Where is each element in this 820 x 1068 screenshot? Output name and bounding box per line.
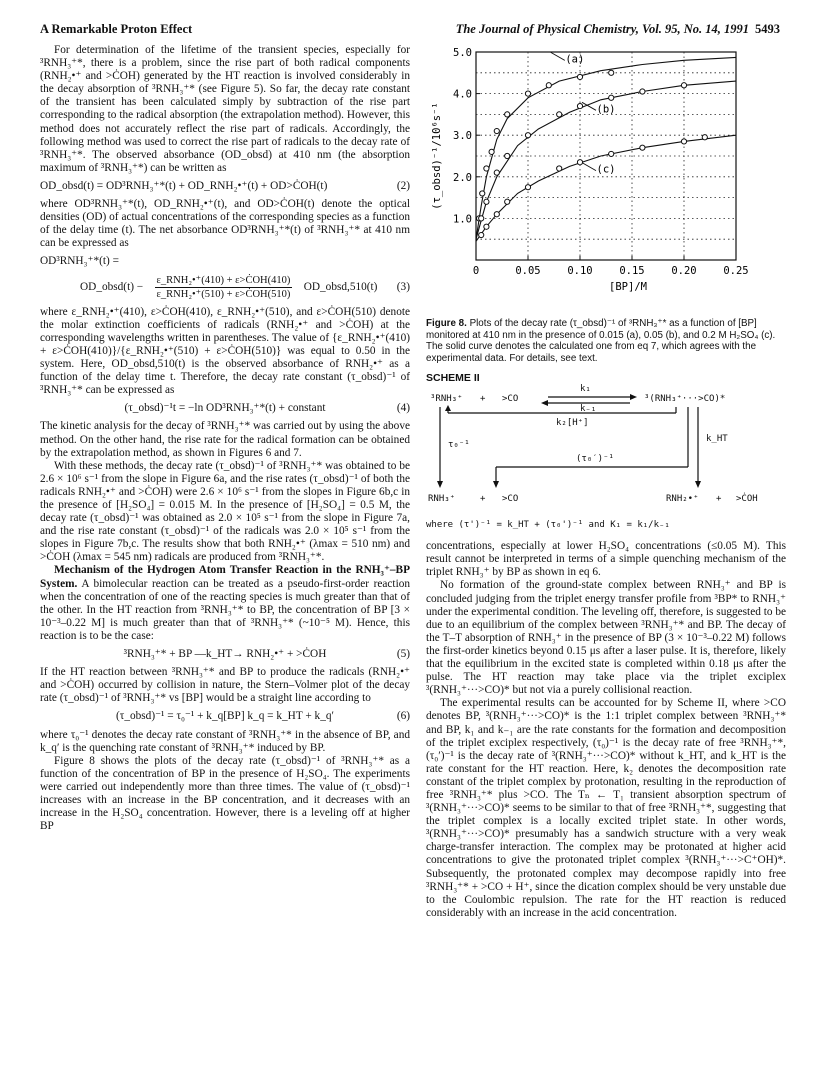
figure-8-caption	[426, 318, 786, 364]
scheme-plus: +	[480, 394, 486, 405]
equation-number: (4)	[396, 402, 410, 415]
paragraph: Figure 8 shows the plots of the decay rate (τ_obsd)⁻¹ of ³RNH₃⁺* as a function of the concentration of BP in the presence of H₂SO₄. The experiments were carried out independently more than three times. The value of (τ_obsd)⁻¹ increases with an increase in the BP concentration, and it decreases with an increase in the H₂SO₄ concentration. However, there is a leveling off at higher BP	[40, 754, 410, 833]
equation-3-lhs	[40, 255, 410, 268]
scheme-product-co: >CO	[502, 494, 519, 505]
scheme-k1: k₁	[580, 384, 591, 395]
paragraph: concentrations, especially at lower H₂SO₄ concentrations (≤0.05 M). This result cannot be interpreted in terms of a simple quenching mechanism of the triplet RNH₃⁺ by BP as shown in eq 6.	[426, 540, 786, 579]
data-point	[702, 135, 707, 140]
scheme-k-1: k₋₁	[580, 404, 597, 415]
data-point	[484, 224, 489, 229]
scheme-where-line: where (τ')⁻¹ = k_HT + (τ₀')⁻¹ and K₁ = k₁/k₋₁	[426, 520, 670, 531]
scheme-product-rnh2: RNH₂•⁺	[666, 494, 699, 505]
arrowhead	[630, 394, 637, 400]
data-point	[494, 128, 499, 133]
data-point	[546, 83, 551, 88]
equation-5	[40, 648, 410, 661]
y-tick-label: 4.0	[453, 88, 472, 101]
equation-right: OD_obsd,510(t)	[303, 280, 378, 293]
journal-name: The Journal of Physical Chemistry, Vol. 95, No. 14, 1991	[455, 22, 749, 36]
data-point	[494, 170, 499, 175]
data-point	[609, 151, 614, 156]
data-point	[525, 185, 530, 190]
equation-6	[40, 710, 410, 723]
y-axis-label: (τ_obsd)⁻¹/10⁶s⁻¹	[431, 102, 443, 210]
data-point	[577, 74, 582, 79]
data-point	[577, 103, 582, 108]
paragraph: No formation of the ground-state complex between RNH₃⁺ and BP is concluded judging from the triplet energy transfer profile from ³BP* to RNH₃⁺ under the experimental condition. The leveling off, therefore, is suggested to be due to an equilibrium of the complex between ³RNH₃⁺* and BP. The decay of the T–T absorption of RNH₃⁺ in the presence of BP (3 × 10⁻³–0.22 M) follows the first-order kinetics beyond 0.15 μs after a laser pulse. It is, therefore, likely that the equilibrium in the excited state is completed within 0.18 μs after the pulse. The HT reaction may take place via the triplet exciplex ³(RNH₃⁺···>CO)* but not via a purely collisional reaction.	[426, 579, 786, 697]
paragraph-with-heading	[40, 564, 410, 643]
equation-left: OD_obsd(t) −	[80, 280, 144, 293]
x-tick-label: 0	[472, 265, 480, 277]
x-tick-label: 0.15	[619, 265, 645, 277]
series-label-pointer	[551, 52, 565, 60]
data-point	[480, 191, 485, 196]
y-tick-label: 1.0	[453, 213, 472, 226]
equation-body: (τ_obsd)⁻¹ = τ₀⁻¹ + k_q[BP] k_q = k_HT + k_q′	[116, 710, 334, 723]
scheme-product-rnh3: RNH₃⁺	[428, 494, 456, 505]
data-point	[489, 149, 494, 154]
equation-number: (2)	[396, 179, 410, 192]
series-label-pointer	[582, 163, 596, 171]
equation-body: OD³RNH₃⁺*(t) =	[40, 255, 119, 268]
paragraph-text: A bimolecular reaction can be treated as a pseudo-first-order reaction when the concentration of one of the reacting species is much greater than that of the other. In the HT reaction from ³RNH₃⁺* to BP, the concentration of BP [3 × 10⁻³–0.22 M] is much greater than that of ³RNH₃⁺* (~10⁻⁵ M). Hence, this reaction is to be the case:	[40, 577, 411, 642]
data-point	[525, 91, 530, 96]
data-point	[640, 145, 645, 150]
scheme-rnh3-triplet: ³RNH₃⁺	[430, 394, 463, 405]
scheme-plus: +	[480, 494, 486, 505]
y-tick-label: 2.0	[453, 171, 472, 184]
figure-8-plot	[426, 44, 786, 314]
scheme-kht: k_HT	[706, 434, 728, 445]
figure-8	[426, 44, 786, 314]
x-tick-label: 0.20	[671, 265, 697, 277]
equation-number: (3)	[396, 280, 410, 293]
data-point	[484, 199, 489, 204]
data-point	[557, 112, 562, 117]
data-point	[609, 95, 614, 100]
series-curve-c	[476, 135, 736, 241]
series-label: (b)	[596, 103, 616, 116]
section-heading: Mechanism of the Hydrogen Atom Transfer Reaction in the RNH₃⁺–BP System.	[40, 564, 410, 590]
series-label: (a)	[565, 53, 585, 66]
scheme-tau0p: (τ₀′)⁻¹	[576, 454, 614, 465]
caption-text: Plots of the decay rate (τ_obsd)⁻¹ of ³RNH₃⁺* as a function of [BP] monitored at 410 nm in the presence of 0.015 (a), 0.05 (b), and 0.2 M H₂SO₄ (c). The solid curve denotes the calculated one from eq 7, which agrees with the experimental data. For details, see text.	[426, 318, 776, 364]
x-tick-label: 0.05	[515, 265, 541, 277]
data-point	[505, 199, 510, 204]
fraction-numerator: ε_RNH₂•⁺(410) + ε>ĊOH(410)	[155, 274, 293, 288]
scheme-title: SCHEME II	[426, 372, 480, 384]
page-number: 5493	[755, 22, 780, 36]
equation-number: (5)	[396, 648, 410, 661]
equation-body: OD_obsd(t) = OD³RNH₃⁺*(t) + OD_RNH₂•⁺(t) + OD>ĊOH(t)	[40, 179, 328, 192]
paragraph: where ε_RNH₂•⁺(410), ε>ĊOH(410), ε_RNH₂•⁺(510), and ε>ĊOH(510) denote the molar extinction coefficients of radicals (RNH₂•⁺ and >ĊOH) at the corresponding wavelengths written in parentheses. The value of {ε_RNH₂•⁺(410) + ε>ĊOH(410)}/{ε_RNH₂•⁺(510) + ε>ĊOH(510)} was equal to 0.50 in the system. Here, OD_obsd,510(t) is the observed absorbance of RNH₂•⁺ as a function of the delay time t. Therefore, the decay rate constant (τ_obsd)⁻¹ of ³RNH₃⁺* can be expressed as	[40, 305, 410, 397]
data-point	[577, 160, 582, 165]
left-column	[40, 44, 410, 833]
arrowhead	[541, 400, 548, 406]
data-point	[494, 212, 499, 217]
caption-label: Figure 8.	[426, 318, 467, 329]
x-tick-label: 0.10	[567, 265, 593, 277]
scheme-k2: k₂[H⁺]	[556, 418, 589, 429]
data-point	[557, 166, 562, 171]
data-point	[479, 216, 484, 221]
paragraph: If the HT reaction between ³RNH₃⁺* and BP to produce the radicals (RNH₂•⁺ and >ĊOH) occurred by collision in nature, the Stern–Volmer plot of the decay rate (τ_obsd)⁻¹ of ³RNH₃⁺* vs [BP] would be a straight line according to	[40, 666, 410, 705]
paragraph: where τ₀⁻¹ denotes the decay rate constant of ³RNH₃⁺* in the absence of BP, and k_q′ is the quenching rate constant of ³RNH₃⁺* induced by BP.	[40, 728, 410, 754]
data-point	[681, 83, 686, 88]
paragraph: where OD³RNH₃⁺*(t), OD_RNH₂•⁺(t), and OD>ĊOH(t) denote the optical densities (OD) of actual concentrations of the corresponding species as a function of the delay time (t). The net absorbance OD³RNH₃⁺*(t) of ³RNH₃⁺* at 410 nm can be expressed as	[40, 198, 410, 250]
equation-4	[40, 402, 410, 415]
paragraph: The kinetic analysis for the decay of ³RNH₃⁺* was carried out by using the above method. On the other hand, the rise rate for the radical formation can be obtained by the extrapolation method, as shown in Figures 6 and 7.	[40, 420, 410, 459]
y-tick-label: 3.0	[453, 130, 472, 143]
scheme-tau0: τ₀⁻¹	[448, 440, 470, 451]
right-column	[426, 44, 786, 920]
scheme-co: >CO	[502, 394, 519, 405]
equation-fraction	[155, 274, 293, 301]
arrowhead	[695, 481, 701, 488]
data-point	[681, 139, 686, 144]
equation-number: (6)	[396, 710, 410, 723]
paragraph: With these methods, the decay rate (τ_obsd)⁻¹ of ³RNH₃⁺* was obtained to be 2.6 × 10⁶ s⁻¹ from the slope in Figure 6a, and the rise rates (τ_obsd)⁻¹ of both the radicals RNH₂•⁺ and >ĊOH) were 2.6 × 10⁶ s⁻¹ from the slopes in Figure 6b,c in the presence of [H₂SO₄] = 0.015 M. In the presence of [H₂SO₄] = 0.5 M, the decay rate (τ_obsd)⁻¹ was obtained as 2.0 × 10⁵ s⁻¹ from the slope in Figure 7a, and the rise rate constant (τ_obsd)⁻¹ of the radicals was 2.0 × 10⁵ s⁻¹ from the slopes in Figure 7b,c. The results show that both RNH₂•⁺ (λmax = 510 nm) and >ĊOH (λmax = 545 nm) radicals are produced from ³RNH₃⁺*.	[40, 459, 410, 564]
arrowhead	[437, 481, 443, 488]
y-tick-label: 5.0	[453, 47, 472, 59]
scheme-plus: +	[716, 494, 722, 505]
equation-body: ³RNH₃⁺* + BP —k_HT→ RNH₂•⁺ + >ĊOH	[123, 648, 327, 661]
paragraph: For determination of the lifetime of the transient species, especially for ³RNH₃⁺*, there is a problem, since the rise part of both radical components (RNH₂•⁺ and >ĊOH) generated by the HT reaction is involved considerably in the decay absorption of ³RNH₃⁺* (see Figure 5). So far, the decay rate constant of the transient has been calculated simply by subtraction of the rise part corresponding to the radical absorption (the extrapolation method). However, this method does not accurately reflect the rise part of radicals. Accordingly, the following method was used to correct the rise part of radicals to the decay rate of ³RNH₃⁺*. The observed absorbance (OD_obsd) at 410 nm (the absorption maximum of ³RNH₃⁺*) can be written as	[40, 44, 410, 174]
fraction-denominator: ε_RNH₂•⁺(510) + ε>ĊOH(510)	[156, 288, 291, 300]
journal-header	[434, 22, 780, 37]
x-axis-label: [BP]/M	[609, 281, 647, 293]
x-tick-label: 0.25	[723, 265, 749, 277]
running-title: A Remarkable Proton Effect	[40, 22, 193, 36]
equation-body: (τ_obsd)⁻¹t = −ln OD³RNH₃⁺*(t) + constant	[124, 402, 326, 415]
paragraph: The experimental results can be accounted for by Scheme II, where >CO denotes BP, ³(RNH₃⁺···>CO)* is the 1:1 triplet complex between ³RNH₃⁺* and BP, k₁ and k₋₁ are the rate constants for the formation and decomposition of the triplet exciplex respectively, (τ₀)⁻¹ is the decay rate of free ³RNH₃⁺*, (τ₀′)⁻¹ is the decay rate of ³(RNH₃⁺···>CO)* without k_HT, and k_HT is the rate constant for the HT reaction. Here, k₂ denotes the decomposition rate constant of the triplet complex by protonation, resulting in the reproduction of free ³RNH₃⁺* plus >CO. The Tₙ ← T₁ transient absorption spectrum of ³(RNH₃⁺···>CO)* seems to be similar to that of free ³RNH₃⁺*, suggesting that the triplet complex is a locally excited triplet state. In other words, ³(RNH₃⁺···>CO)* presumably has a sandwich structure with a very weak charge-transfer interaction. The complex may be protonated at higher acid concentrations to give the protonated triplet complex ³(RNH₃⁺···>C⁺OH)*. Subsequently, the protonated complex may decompose rapidly into free ³RNH₃⁺* + >CO + H⁺, since the dication complex should be very unstable due to the Coulombic repulsion. The rate for the HT reaction is reduced considerably with an increase in the acid concentration.	[426, 697, 786, 919]
series-label: (c)	[596, 163, 616, 176]
data-point	[640, 89, 645, 94]
data-point	[484, 166, 489, 171]
scheme-complex: ³(RNH₃⁺···>CO)*	[644, 394, 726, 405]
equation-3	[40, 274, 410, 301]
data-point	[525, 133, 530, 138]
data-point	[609, 70, 614, 75]
data-point	[505, 153, 510, 158]
equation-2	[40, 180, 410, 193]
arrowhead	[493, 481, 499, 488]
scheme-ii	[426, 384, 786, 517]
data-point	[479, 232, 484, 237]
data-point	[505, 112, 510, 117]
scheme-product-coh: >ĊOH	[736, 494, 758, 505]
